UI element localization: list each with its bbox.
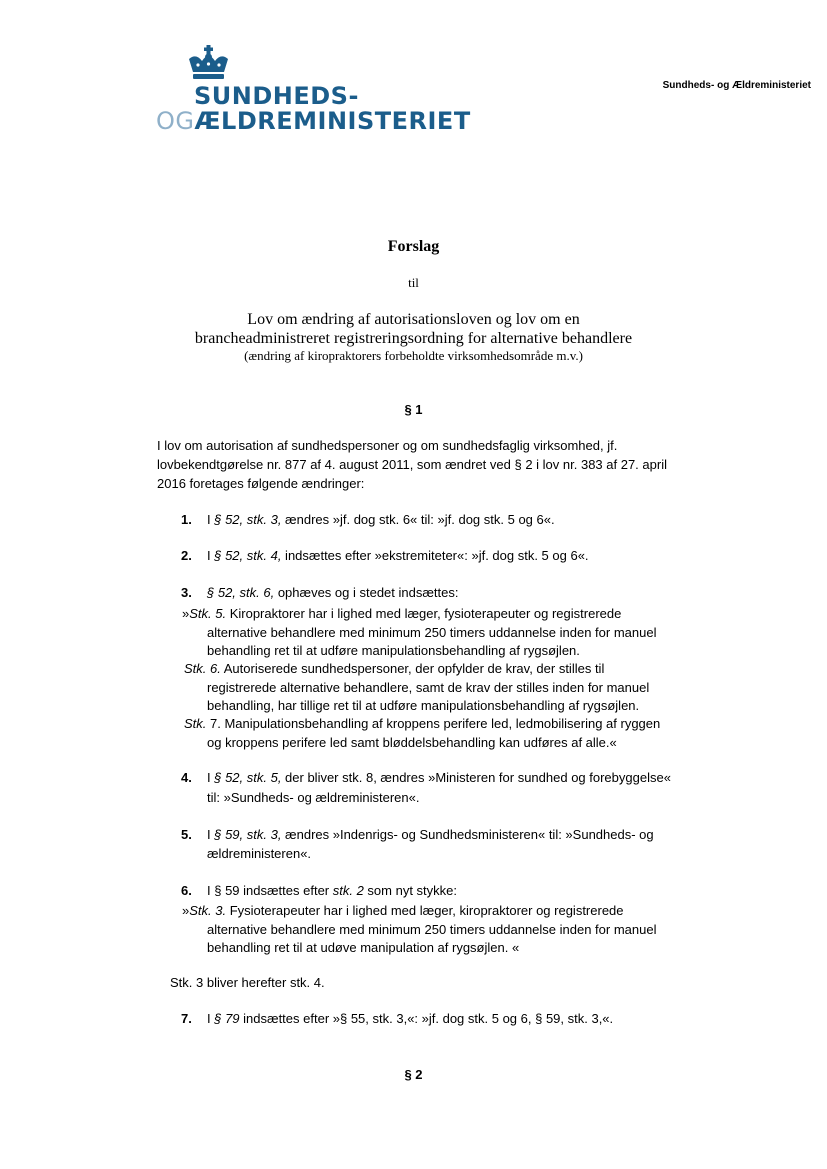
quoted-line: registrerede alternative behandlere, samt de krav der stilles inden for manuel	[207, 680, 650, 695]
logo-line2	[156, 108, 471, 134]
page-title: Forslag	[387, 238, 440, 255]
item-text: I § 52, stk. 3, ændres »jf. dog stk. 6« til: »jf. dog stk. 5 og 6«.	[207, 512, 555, 527]
item-number: 7.	[181, 1011, 192, 1026]
intro-line: 2016 foretages følgende ændringer:	[157, 476, 365, 491]
quoted-line: alternative behandlere med minimum 250 timers uddannelse inden for manuel	[207, 625, 657, 640]
item-text-cont: ældreministeren«.	[207, 846, 312, 861]
quoted-stk6: Stk. 6. Autoriserede sundhedspersoner, der opfylder de krav, der stilles til	[184, 661, 605, 676]
quoted-stk7: Stk. 7. Manipulationsbehandling af kroppens perifere led, ledmobilisering af ryggen	[184, 716, 661, 731]
quoted-stk5: »Stk. 5. Kiropraktorer har i lighed med læger, fysioterapeuter og registrerede	[182, 606, 622, 621]
quoted-line: behandling, har tillige ret til at udføre manipulationsbehandling af rygsøjlen.	[207, 698, 640, 713]
quoted-line: behandling ret til at udøve manipulation af rygsøjlen. «	[207, 940, 520, 955]
item-number: 5.	[181, 827, 192, 842]
ministry-name: Sundheds- og Ældreministeriet	[662, 80, 811, 91]
item-text: I § 52, stk. 4, indsættes efter »ekstremiteter«: »jf. dog stk. 5 og 6«.	[207, 548, 589, 563]
quoted-line: alternative behandlere med minimum 250 timers uddannelse inden for manuel	[207, 922, 657, 937]
logo-og: OG	[156, 107, 195, 135]
after-item-6: Stk. 3 bliver herefter stk. 4.	[170, 975, 325, 990]
item-text: I § 79 indsættes efter »§ 55, stk. 3,«: »jf. dog stk. 5 og 6, § 59, stk. 3,«.	[207, 1011, 614, 1026]
logo-line2-text: ÆLDREMINISTERIET	[194, 107, 471, 135]
item-number: 1.	[181, 512, 192, 527]
item-number: 3.	[181, 585, 192, 600]
logo-line1: SUNDHEDS-	[194, 82, 359, 110]
item-text: § 52, stk. 6, ophæves og i stedet indsættes:	[207, 585, 459, 600]
item-number: 2.	[181, 548, 192, 563]
item-text-cont: til: »Sundheds- og ældreministeren«.	[207, 790, 420, 805]
quoted-stk3: »Stk. 3. Fysioterapeuter har i lighed med læger, kiropraktorer og registrerede	[182, 903, 624, 918]
quoted-line: og kroppens perifere led samt bløddelsbehandling kan udføres af alle.«	[207, 735, 617, 750]
intro-line: lovbekendtgørelse nr. 877 af 4. august 2011, som ændret ved § 2 i lov nr. 383 af 27. april	[157, 457, 667, 472]
law-title-line1: Lov om ændring af autorisationsloven og lov om en	[247, 311, 580, 328]
item-text: I § 59, stk. 3, ændres »Indenrigs- og Sundhedsministeren« til: »Sundheds- og	[207, 827, 654, 842]
law-subtitle: (ændring af kiropraktorers forbeholdte virksomhedsområde m.v.)	[244, 348, 583, 363]
section-1-heading: § 1	[404, 402, 423, 417]
section-2-heading: § 2	[404, 1067, 423, 1082]
item-text: I § 52, stk. 5, der bliver stk. 8, ændres »Ministeren for sundhed og forebyggelse«	[207, 770, 671, 785]
crown-icon	[186, 45, 231, 83]
law-title-line2: brancheadministreret registreringsordning for alternative behandlere	[194, 330, 633, 347]
quoted-line: behandling ret til at udføre manipulationsbehandling af rygsøjlen.	[207, 643, 580, 658]
intro-line: I lov om autorisation af sundhedspersoner og om sundhedsfaglig virksomhed, jf.	[157, 438, 618, 453]
title-til: til	[408, 275, 419, 290]
item-text: I § 59 indsættes efter stk. 2 som nyt stykke:	[207, 883, 458, 898]
item-number: 4.	[181, 770, 192, 785]
item-number: 6.	[181, 883, 192, 898]
